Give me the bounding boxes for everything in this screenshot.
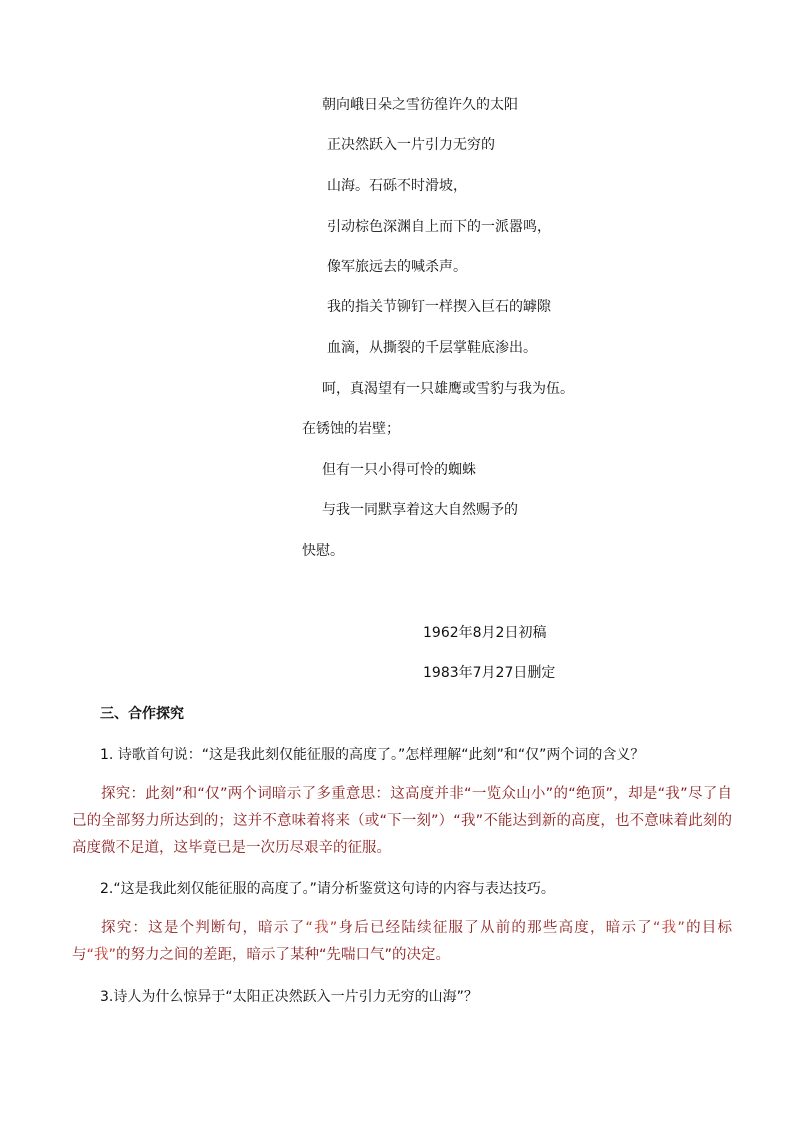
poem-line-12: 快慰。 [302, 543, 344, 559]
answer-2-part-4: 的努力之间的差距，暗示了某种“先喘口气”的决定。 [116, 947, 451, 963]
poem-line-11: 与我一同默享着这大自然赐予的 [322, 502, 518, 518]
poem-line-6: 我的指关节铆钉一样揳入巨石的罅隙 [327, 299, 551, 315]
poem-line-8: 呵，真渴望有一只雄鹰或雪豹与我为伍。 [322, 381, 574, 397]
question-1: 1. 诗歌首句说：“这是我此刻仅能征服的高度了。”怎样理解“此刻”和“仅”两个词的含义？ [100, 747, 645, 763]
poem-line-9: 在锈蚀的岩壁； [302, 421, 400, 437]
answer-2-part-1: 探究：这是个判断句，暗示了 [101, 920, 306, 936]
section-heading: 三、合作探究 [100, 706, 184, 722]
date-revised: 1983年7月27日删定 [423, 665, 556, 681]
poem-line-3: 山海。石砾不时滑坡， [327, 178, 467, 194]
answer-2-quote-1: “我” [305, 920, 338, 936]
answer-2 [72, 915, 732, 969]
poem-line-1: 朝向峨日朵之雪彷徨许久的太阳 [322, 97, 518, 113]
question-2: 2.“这是我此刻仅能征服的高度了。”请分析鉴赏这句诗的内容与表达技巧。 [100, 881, 555, 897]
poem-line-10: 但有一只小得可怜的蜘蛛 [322, 462, 476, 478]
poem-line-4: 引动棕色深渊自上而下的一派嚣鸣， [327, 219, 551, 235]
answer-1: 探究：此刻”和“仅”两个词暗示了多重意思：这高度并非“一览众山小”的“绝顶”，却是“我”尽了自己的全部努力所达到的；这并不意味着将来（或“下一刻”）“我”不能达到新的高度，也不意味着此刻的高度微不足道，这毕竟已是一次历尽艰辛的征服。 [72, 786, 732, 856]
date-draft: 1962年8月2日初稿 [423, 625, 547, 641]
answer-2-quote-3: “我” [86, 947, 117, 963]
poem-line-7: 血滴，从撕裂的千层掌鞋底渗出。 [327, 340, 537, 356]
answer-2-part-2: 身后已经陆续征服了从前的那些高度，暗示了 [337, 920, 653, 936]
poem-line-2: 正决然跃入一片引力无穷的 [327, 137, 495, 153]
answer-2-part-3: 的目标与 [72, 920, 733, 963]
question-3: 3.诗人为什么惊异于“太阳正决然跃入一片引力无穷的山海”？ [100, 989, 478, 1005]
poem-line-5: 像军旅远去的喊杀声。 [327, 259, 467, 275]
answer-2-quote-2: “我” [652, 920, 685, 936]
